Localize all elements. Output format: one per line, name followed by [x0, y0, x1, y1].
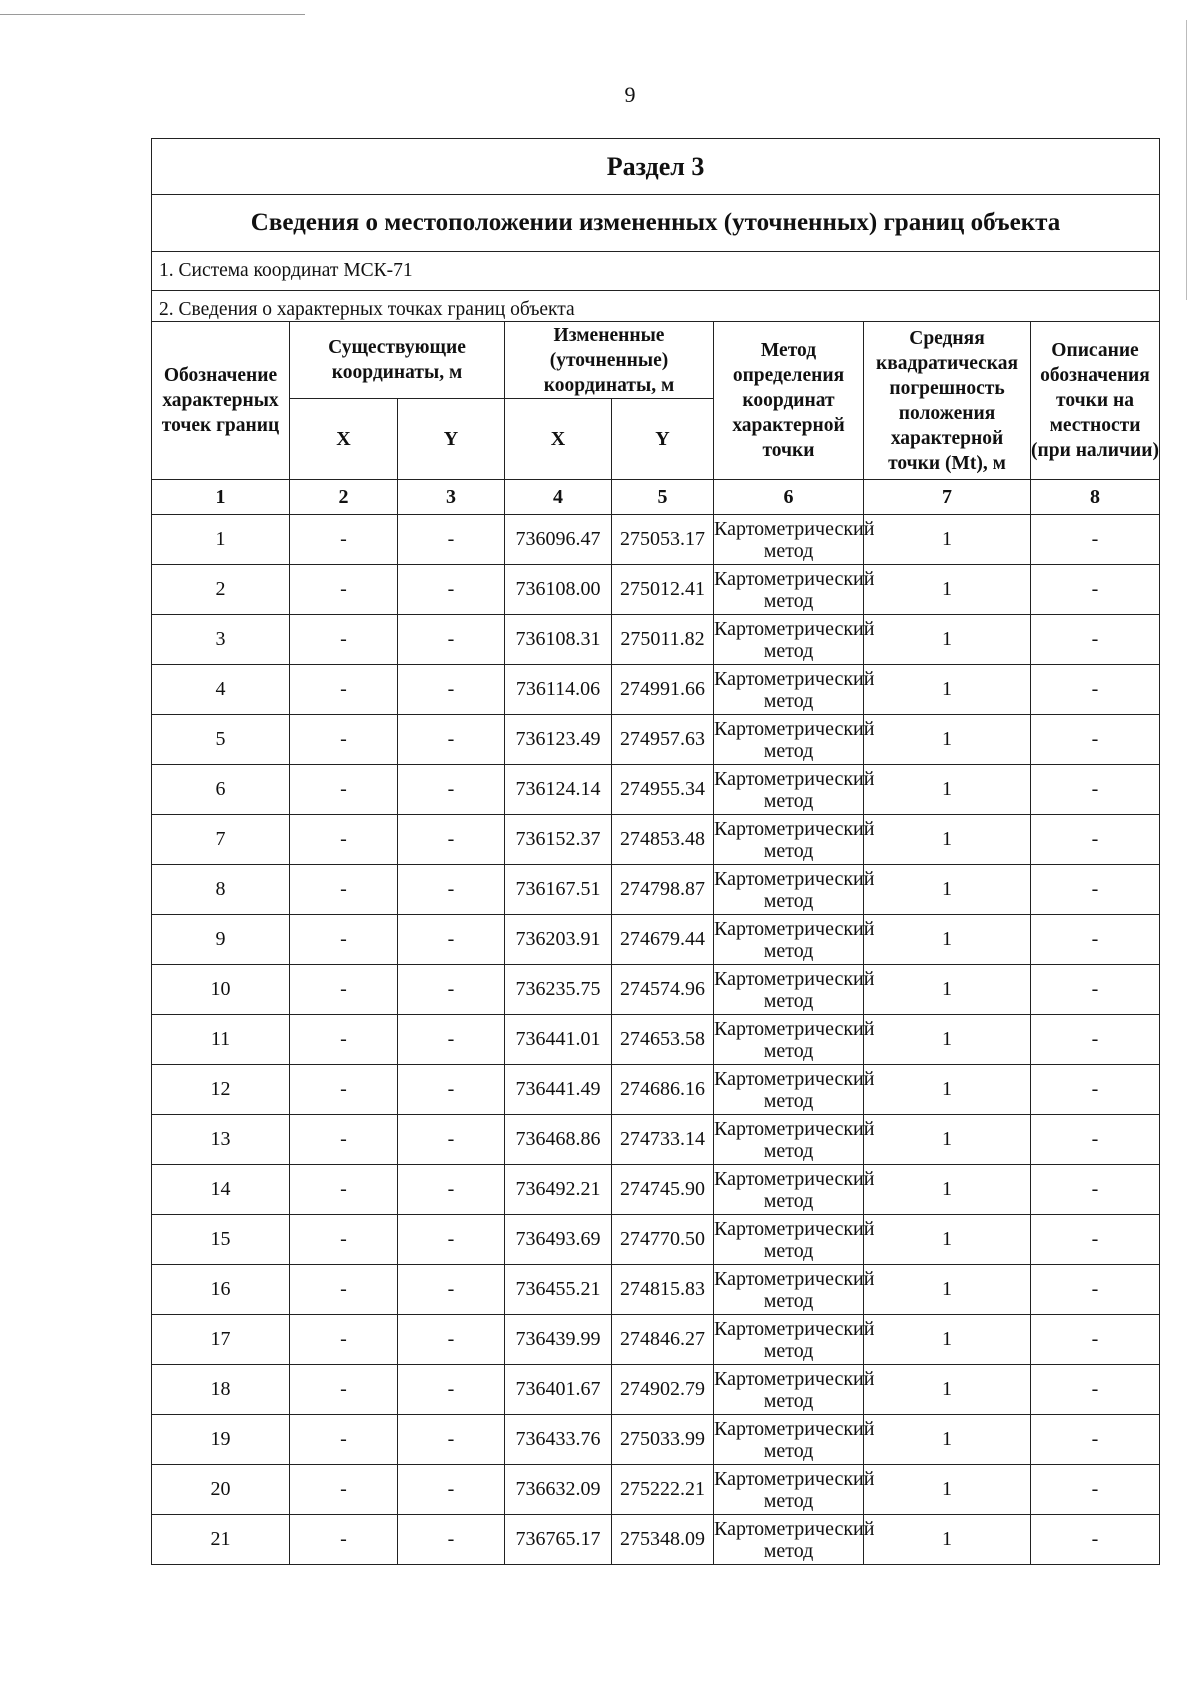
- mean-error-cell: 1: [864, 815, 1031, 865]
- existing-x-cell: -: [290, 1515, 398, 1565]
- mean-error-cell: 1: [864, 1065, 1031, 1115]
- existing-x-cell: -: [290, 1165, 398, 1215]
- changed-y-cell: 275053.17: [612, 515, 714, 565]
- coordinate-system: 1. Система координат МСК-71: [152, 252, 1160, 291]
- changed-x-cell: 736401.67: [505, 1365, 612, 1415]
- mean-error-cell: 1: [864, 715, 1031, 765]
- mean-error-cell: 1: [864, 565, 1031, 615]
- description-cell: -: [1031, 1265, 1160, 1315]
- point-number-cell: 1: [152, 515, 290, 565]
- changed-y-cell: 275033.99: [612, 1415, 714, 1465]
- point-number-cell: 15: [152, 1215, 290, 1265]
- point-number-cell: 16: [152, 1265, 290, 1315]
- changed-x-cell: 736441.01: [505, 1015, 612, 1065]
- changed-x-cell: 736108.31: [505, 615, 612, 665]
- table-row: [152, 615, 1160, 665]
- mean-error-cell: 1: [864, 915, 1031, 965]
- changed-x-cell: 736108.00: [505, 565, 612, 615]
- point-number-cell: 2: [152, 565, 290, 615]
- point-number-cell: 9: [152, 915, 290, 965]
- changed-x-cell: 736632.09: [505, 1465, 612, 1515]
- description-cell: -: [1031, 765, 1160, 815]
- point-number-cell: 11: [152, 1015, 290, 1065]
- existing-y-cell: -: [398, 765, 505, 815]
- table-row: [152, 1365, 1160, 1415]
- table-row: [152, 1215, 1160, 1265]
- changed-x-cell: 736114.06: [505, 665, 612, 715]
- margin-mark: [1186, 20, 1187, 300]
- existing-y-cell: -: [398, 815, 505, 865]
- table-row: [152, 915, 1160, 965]
- table-row: [152, 715, 1160, 765]
- existing-y-cell: -: [398, 1165, 505, 1215]
- header-changed-coords: Измененные (уточненные) координаты, м: [505, 322, 714, 399]
- point-number-cell: 14: [152, 1165, 290, 1215]
- mean-error-cell: 1: [864, 765, 1031, 815]
- method-cell: Картометрический метод: [714, 1465, 864, 1515]
- mean-error-cell: 1: [864, 1265, 1031, 1315]
- existing-y-cell: -: [398, 1415, 505, 1465]
- description-cell: -: [1031, 965, 1160, 1015]
- mean-error-cell: 1: [864, 965, 1031, 1015]
- header-method: Метод определения координат характерной точки: [714, 322, 864, 480]
- mean-error-cell: 1: [864, 865, 1031, 915]
- method-cell: Картометрический метод: [714, 665, 864, 715]
- changed-y-cell: 274745.90: [612, 1165, 714, 1215]
- table-row: [152, 1065, 1160, 1115]
- changed-x-cell: 736152.37: [505, 815, 612, 865]
- boundary-points-table: [151, 138, 1160, 1565]
- header-changed-y: Y: [612, 399, 714, 480]
- existing-y-cell: -: [398, 515, 505, 565]
- column-number: 2: [290, 480, 398, 515]
- table-row: [152, 565, 1160, 615]
- point-number-cell: 10: [152, 965, 290, 1015]
- document-section: [151, 138, 1159, 1565]
- description-cell: -: [1031, 1015, 1160, 1065]
- table-row: [152, 965, 1160, 1015]
- method-cell: Картометрический метод: [714, 865, 864, 915]
- changed-x-cell: 736441.49: [505, 1065, 612, 1115]
- table-row: [152, 815, 1160, 865]
- method-cell: Картометрический метод: [714, 615, 864, 665]
- table-row: [152, 1415, 1160, 1465]
- changed-x-cell: 736455.21: [505, 1265, 612, 1315]
- method-cell: Картометрический метод: [714, 1115, 864, 1165]
- existing-y-cell: -: [398, 665, 505, 715]
- existing-x-cell: -: [290, 915, 398, 965]
- changed-y-cell: 274733.14: [612, 1115, 714, 1165]
- existing-x-cell: -: [290, 1315, 398, 1365]
- changed-y-cell: 275348.09: [612, 1515, 714, 1565]
- method-cell: Картометрический метод: [714, 565, 864, 615]
- table-row: [152, 1465, 1160, 1515]
- mean-error-cell: 1: [864, 1115, 1031, 1165]
- point-number-cell: 20: [152, 1465, 290, 1515]
- method-cell: Картометрический метод: [714, 1365, 864, 1415]
- description-cell: -: [1031, 715, 1160, 765]
- header-existing-coords: Существующие координаты, м: [290, 322, 505, 399]
- column-number: 5: [612, 480, 714, 515]
- changed-x-cell: 736439.99: [505, 1315, 612, 1365]
- point-number-cell: 21: [152, 1515, 290, 1565]
- existing-y-cell: -: [398, 1115, 505, 1165]
- point-number-cell: 6: [152, 765, 290, 815]
- method-cell: Картометрический метод: [714, 515, 864, 565]
- description-cell: -: [1031, 1515, 1160, 1565]
- table-row: [152, 1315, 1160, 1365]
- description-cell: -: [1031, 1165, 1160, 1215]
- changed-y-cell: 274955.34: [612, 765, 714, 815]
- mean-error-cell: 1: [864, 615, 1031, 665]
- description-cell: -: [1031, 665, 1160, 715]
- mean-error-cell: 1: [864, 1215, 1031, 1265]
- point-number-cell: 3: [152, 615, 290, 665]
- changed-y-cell: 274902.79: [612, 1365, 714, 1415]
- changed-y-cell: 274686.16: [612, 1065, 714, 1115]
- changed-x-cell: 736235.75: [505, 965, 612, 1015]
- existing-y-cell: -: [398, 1215, 505, 1265]
- description-cell: -: [1031, 1215, 1160, 1265]
- existing-x-cell: -: [290, 665, 398, 715]
- existing-y-cell: -: [398, 915, 505, 965]
- existing-x-cell: -: [290, 615, 398, 665]
- changed-y-cell: 274853.48: [612, 815, 714, 865]
- point-number-cell: 5: [152, 715, 290, 765]
- changed-x-cell: 736124.14: [505, 765, 612, 815]
- point-number-cell: 12: [152, 1065, 290, 1115]
- description-cell: -: [1031, 1315, 1160, 1365]
- changed-y-cell: 274798.87: [612, 865, 714, 915]
- existing-x-cell: -: [290, 815, 398, 865]
- method-cell: Картометрический метод: [714, 765, 864, 815]
- existing-x-cell: -: [290, 715, 398, 765]
- method-cell: Картометрический метод: [714, 715, 864, 765]
- description-cell: -: [1031, 565, 1160, 615]
- point-number-cell: 8: [152, 865, 290, 915]
- table-row: [152, 1265, 1160, 1315]
- existing-x-cell: -: [290, 1365, 398, 1415]
- changed-y-cell: 274574.96: [612, 965, 714, 1015]
- existing-x-cell: -: [290, 1215, 398, 1265]
- existing-x-cell: -: [290, 1465, 398, 1515]
- existing-y-cell: -: [398, 615, 505, 665]
- existing-y-cell: -: [398, 1315, 505, 1365]
- mean-error-cell: 1: [864, 1165, 1031, 1215]
- changed-y-cell: 275012.41: [612, 565, 714, 615]
- column-number: 8: [1031, 480, 1160, 515]
- existing-y-cell: -: [398, 965, 505, 1015]
- header-existing-x: X: [290, 399, 398, 480]
- table-row: [152, 515, 1160, 565]
- description-cell: -: [1031, 515, 1160, 565]
- table-row: [152, 1115, 1160, 1165]
- table-row: [152, 765, 1160, 815]
- point-number-cell: 17: [152, 1315, 290, 1365]
- table-row: [152, 1515, 1160, 1565]
- section-title: Раздел 3: [152, 139, 1160, 195]
- method-cell: Картометрический метод: [714, 915, 864, 965]
- table-row: [152, 1015, 1160, 1065]
- mean-error-cell: 1: [864, 1015, 1031, 1065]
- page-number: 9: [624, 82, 636, 107]
- section-subtitle: Сведения о местоположении измененных (уточненных) границ объекта: [152, 195, 1160, 252]
- mean-error-cell: 1: [864, 1465, 1031, 1515]
- header-point-designation: Обозначение характерных точек границ: [152, 322, 290, 480]
- changed-y-cell: 274679.44: [612, 915, 714, 965]
- existing-y-cell: -: [398, 1515, 505, 1565]
- existing-x-cell: -: [290, 1065, 398, 1115]
- changed-x-cell: 736203.91: [505, 915, 612, 965]
- changed-y-cell: 275222.21: [612, 1465, 714, 1515]
- existing-y-cell: -: [398, 1015, 505, 1065]
- column-number: 1: [152, 480, 290, 515]
- mean-error-cell: 1: [864, 1315, 1031, 1365]
- description-cell: -: [1031, 815, 1160, 865]
- method-cell: Картометрический метод: [714, 1265, 864, 1315]
- column-number: 3: [398, 480, 505, 515]
- table-row: [152, 865, 1160, 915]
- method-cell: Картометрический метод: [714, 1515, 864, 1565]
- points-heading: 2. Сведения о характерных точках границ объекта: [152, 291, 1160, 322]
- existing-y-cell: -: [398, 1365, 505, 1415]
- changed-x-cell: 736765.17: [505, 1515, 612, 1565]
- existing-x-cell: -: [290, 1415, 398, 1465]
- existing-y-cell: -: [398, 1265, 505, 1315]
- existing-x-cell: -: [290, 1015, 398, 1065]
- existing-x-cell: -: [290, 865, 398, 915]
- mean-error-cell: 1: [864, 1415, 1031, 1465]
- changed-x-cell: 736123.49: [505, 715, 612, 765]
- mean-error-cell: 1: [864, 515, 1031, 565]
- existing-x-cell: -: [290, 965, 398, 1015]
- existing-x-cell: -: [290, 1265, 398, 1315]
- method-cell: Картометрический метод: [714, 1415, 864, 1465]
- description-cell: -: [1031, 1465, 1160, 1515]
- point-number-cell: 18: [152, 1365, 290, 1415]
- point-number-cell: 7: [152, 815, 290, 865]
- column-numbers-row: [152, 480, 1160, 515]
- mean-error-cell: 1: [864, 1515, 1031, 1565]
- changed-y-cell: 274653.58: [612, 1015, 714, 1065]
- column-number: 6: [714, 480, 864, 515]
- table-row: [152, 1165, 1160, 1215]
- changed-y-cell: 274770.50: [612, 1215, 714, 1265]
- header-existing-y: Y: [398, 399, 505, 480]
- changed-x-cell: 736492.21: [505, 1165, 612, 1215]
- changed-y-cell: 274846.27: [612, 1315, 714, 1365]
- table-row: [152, 665, 1160, 715]
- changed-x-cell: 736433.76: [505, 1415, 612, 1465]
- point-number-cell: 13: [152, 1115, 290, 1165]
- existing-y-cell: -: [398, 715, 505, 765]
- method-cell: Картометрический метод: [714, 1315, 864, 1365]
- header-mean-error: Средняя квадратическая погрешность положения характерной точки (Mt), м: [864, 322, 1031, 480]
- changed-y-cell: 275011.82: [612, 615, 714, 665]
- changed-x-cell: 736493.69: [505, 1215, 612, 1265]
- changed-x-cell: 736468.86: [505, 1115, 612, 1165]
- column-number: 7: [864, 480, 1031, 515]
- existing-x-cell: -: [290, 1115, 398, 1165]
- changed-y-cell: 274815.83: [612, 1265, 714, 1315]
- description-cell: -: [1031, 1415, 1160, 1465]
- description-cell: -: [1031, 1065, 1160, 1115]
- changed-y-cell: 274957.63: [612, 715, 714, 765]
- existing-x-cell: -: [290, 515, 398, 565]
- existing-x-cell: -: [290, 765, 398, 815]
- existing-y-cell: -: [398, 1465, 505, 1515]
- changed-y-cell: 274991.66: [612, 665, 714, 715]
- description-cell: -: [1031, 615, 1160, 665]
- method-cell: Картометрический метод: [714, 815, 864, 865]
- changed-x-cell: 736167.51: [505, 865, 612, 915]
- mean-error-cell: 1: [864, 1365, 1031, 1415]
- top-rule: [0, 14, 305, 15]
- existing-y-cell: -: [398, 1065, 505, 1115]
- mean-error-cell: 1: [864, 665, 1031, 715]
- header-changed-x: X: [505, 399, 612, 480]
- point-number-cell: 4: [152, 665, 290, 715]
- method-cell: Картометрический метод: [714, 965, 864, 1015]
- description-cell: -: [1031, 865, 1160, 915]
- description-cell: -: [1031, 915, 1160, 965]
- existing-y-cell: -: [398, 565, 505, 615]
- header-description: Описание обозначения точки на местности (при наличии): [1031, 322, 1160, 480]
- existing-y-cell: -: [398, 865, 505, 915]
- description-cell: -: [1031, 1115, 1160, 1165]
- column-number: 4: [505, 480, 612, 515]
- existing-x-cell: -: [290, 565, 398, 615]
- method-cell: Картометрический метод: [714, 1165, 864, 1215]
- method-cell: Картометрический метод: [714, 1015, 864, 1065]
- description-cell: -: [1031, 1365, 1160, 1415]
- method-cell: Картометрический метод: [714, 1065, 864, 1115]
- method-cell: Картометрический метод: [714, 1215, 864, 1265]
- point-number-cell: 19: [152, 1415, 290, 1465]
- changed-x-cell: 736096.47: [505, 515, 612, 565]
